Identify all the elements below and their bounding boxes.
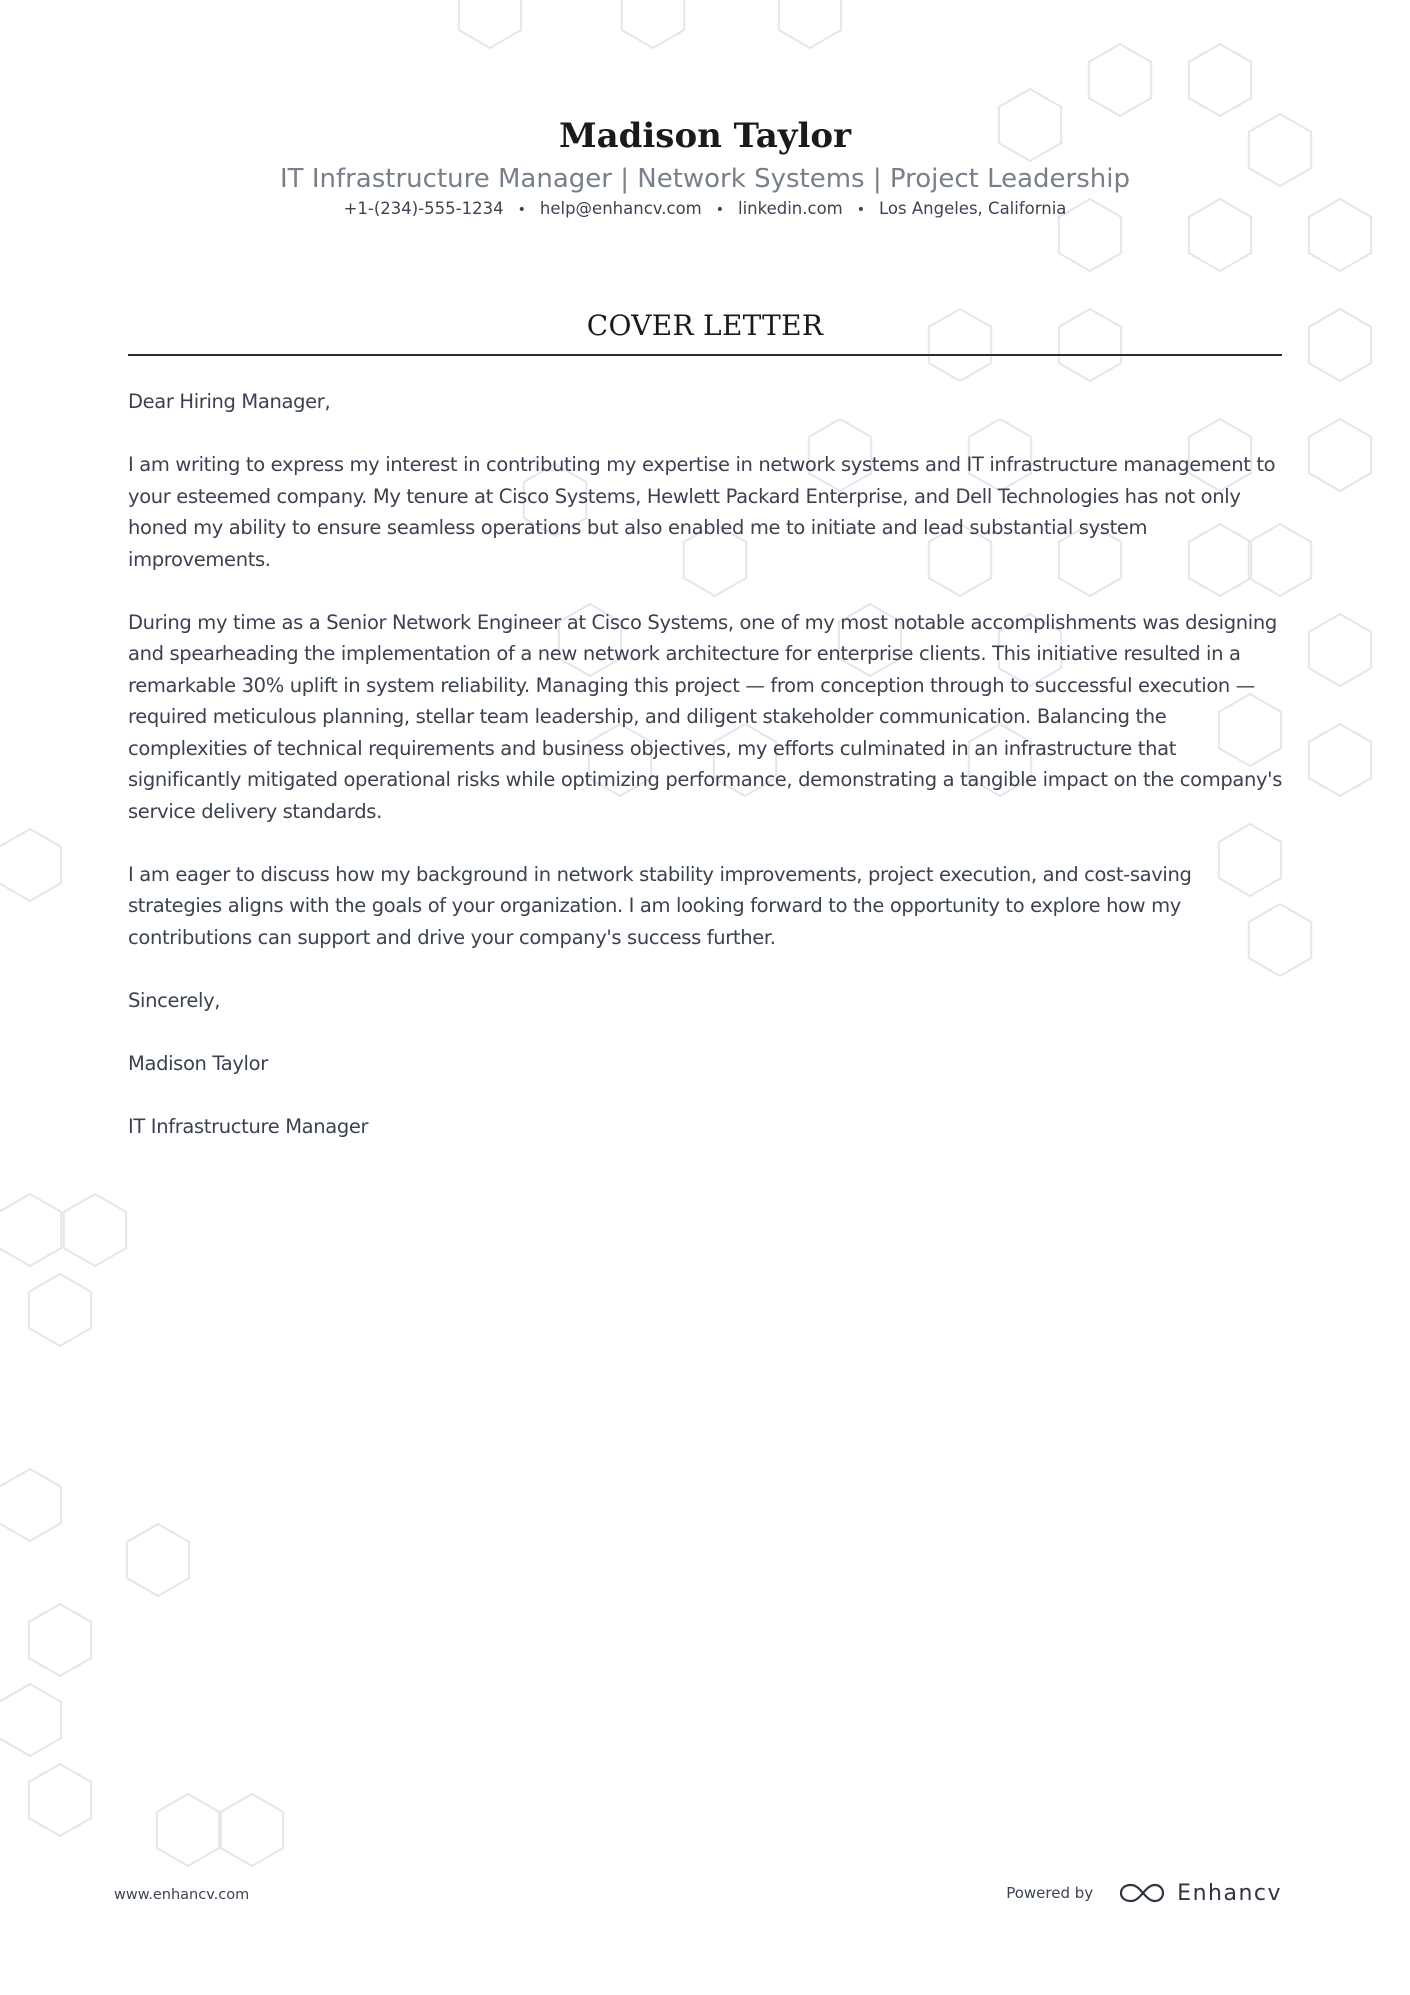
signature-name: Madison Taylor — [128, 1051, 268, 1075]
footer-website-link[interactable]: www.enhancv.com — [114, 1887, 250, 1903]
letter-paragraph: I am writing to express my interest in contributing my expertise in network systems and IT infrastructure management to your esteemed company. My tenure at Cisco Systems, Hewlett Packard Enterprise, and Dell Technologies has not only honed my ability to ensure seamless operations but also enabled me to initiate and lead substantial system improvements. — [128, 453, 1276, 571]
candidate-name: Madison Taylor — [558, 116, 852, 156]
letter-paragraph: During my time as a Senior Network Engineer at Cisco Systems, one of my most notable accomplishments was designing and spearheading the implementation of a new network architecture for enterprise clients. This initiative resulted in a remarkable 30% uplift in system reliability. Managing this project — from conception through to successful execution — required meticulous planning, stellar team leadership, and diligent stakeholder communication. Balancing the complexities of technical requirements and business objectives, my efforts culminated in an infrastructure that significantly mitigated operational risks while optimizing performance, demonstrating a tangible impact on the company's service delivery standards. — [128, 610, 1283, 823]
contact-info — [0, 197, 1410, 222]
enhancv-logo-text: Enhancv — [1177, 1880, 1282, 1906]
contact-location: Los Angeles, California — [879, 199, 1067, 218]
contact-phone[interactable]: +1-(234)-555-1234 — [343, 199, 504, 218]
enhancv-logo-icon — [1119, 1881, 1165, 1905]
signature-title: IT Infrastructure Manager — [128, 1114, 369, 1138]
letter-paragraph: I am eager to discuss how my background in network stability improvements, project execution, and cost-saving strategies aligns with the goals of your organization. I am looking forward to the opportunity to explore how my contributions can support and drive your company's success further. — [128, 862, 1192, 949]
section-title: COVER LETTER — [586, 309, 824, 342]
candidate-headline: IT Infrastructure Manager | Network Systems | Project Leadership — [280, 164, 1130, 194]
contact-separator: • — [517, 202, 526, 218]
contact-email[interactable]: help@enhancv.com — [539, 199, 702, 218]
section-divider — [128, 354, 1282, 356]
letter-salutation: Dear Hiring Manager, — [128, 390, 331, 413]
letter-closing: Sincerely, — [128, 988, 221, 1012]
letter-body — [128, 386, 1288, 1174]
contact-separator: • — [715, 202, 724, 218]
contact-linkedin[interactable]: linkedin.com — [738, 199, 843, 218]
powered-by-label: Powered by — [1006, 1884, 1094, 1902]
resume-header — [0, 112, 1410, 222]
footer-branding[interactable] — [1006, 1878, 1282, 1908]
contact-separator: • — [856, 202, 866, 218]
